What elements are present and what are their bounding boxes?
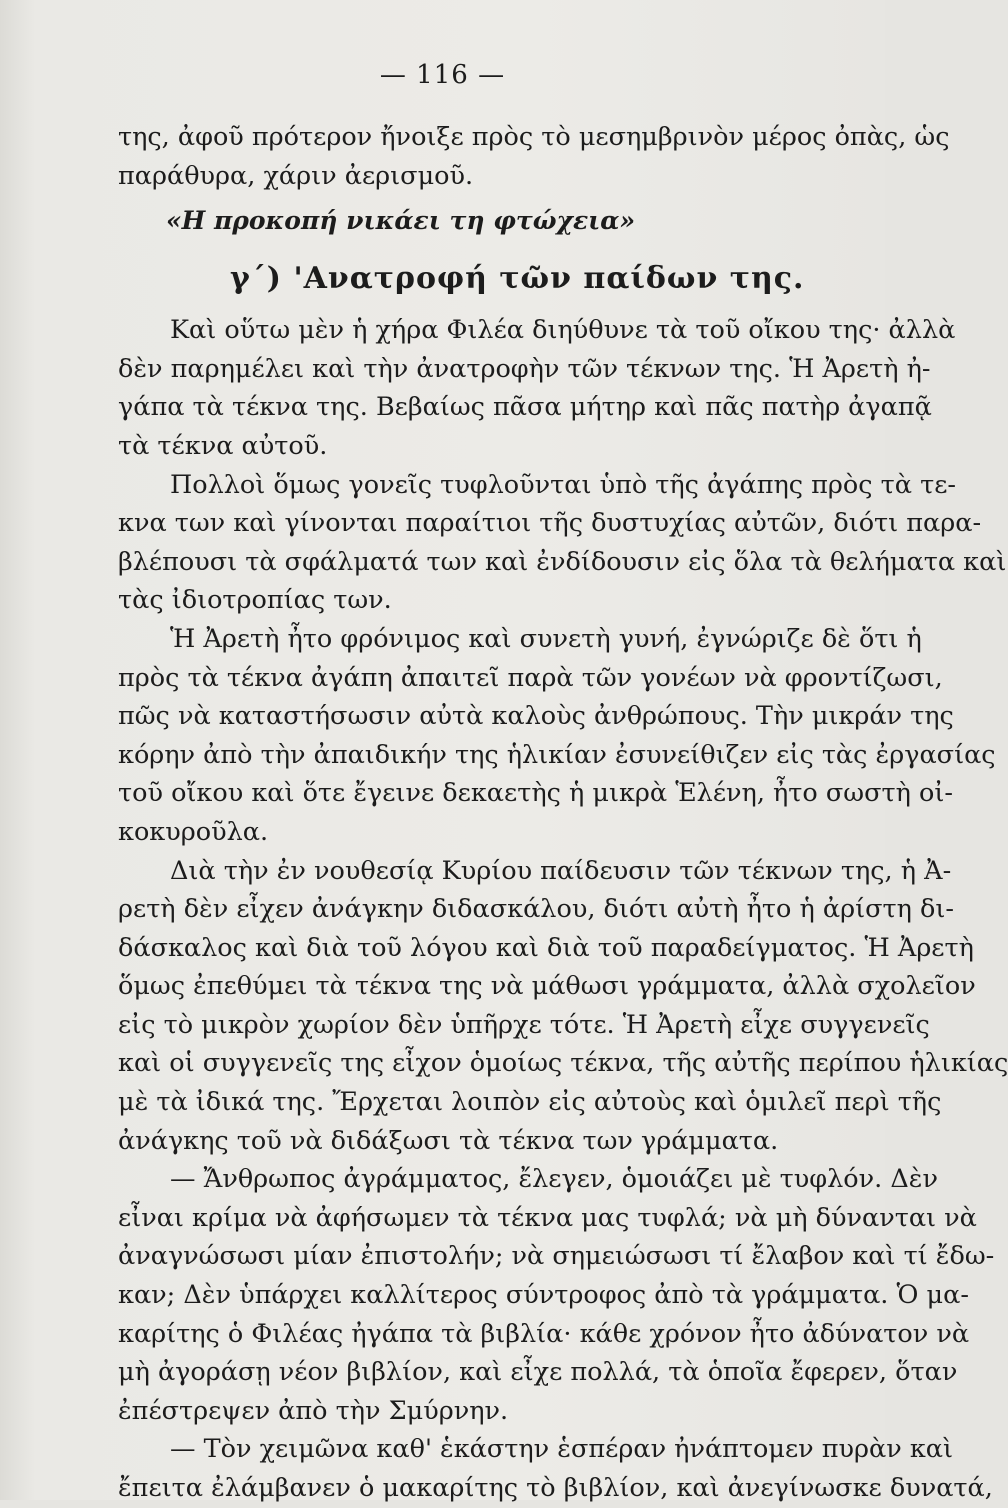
text-line: καρίτης ὁ Φιλέας ἠγάπα τὰ βιβλία· κάθε χρόνον ἦτο ἀδύνατον νὰ: [118, 1318, 970, 1349]
paragraph: [118, 1160, 995, 1430]
text-line: ἔπειτα ἐλάμβανεν ὁ μακαρίτης τὸ βιβλίον, καὶ ἀνεγίνωσκε δυνατά,: [118, 1473, 993, 1503]
text-line: Πολλοὶ ὅμως γονεῖς τυφλοῦνται ὑπὸ τῆς ἀγάπης πρὸς τὰ τε-: [170, 469, 957, 500]
text-line: κοκυροῦλα.: [118, 816, 269, 847]
text-line: — Ἄνθρωπος ἀγράμματος, ἔλεγεν, ὁμοιάζει μὲ τυφλόν. Δὲν: [170, 1164, 938, 1195]
body-text: [118, 118, 1008, 1508]
paragraph: [118, 118, 950, 195]
text-line: κόρην ἀπὸ τὴν ἀπαιδικήν της ἡλικίαν ἐσυνείθιζεν εἰς τὰς ἐργασίας: [118, 739, 996, 770]
paragraph: [118, 852, 1008, 1161]
text-line: δὲν παρημέλει καὶ τὴν ἀνατροφὴν τῶν τέκνων της. Ἡ Ἀρετὴ ἠ-: [118, 353, 931, 384]
text-line: γάπα τὰ τέκνα της. Βεβαίως πᾶσα μήτηρ καὶ πᾶς πατὴρ ἀγαπᾷ: [118, 392, 932, 423]
text-line: — Τὸν χειμῶνα καθ' ἑκάστην ἑσπέραν ἠνάπτομεν πυρὰν καὶ: [170, 1434, 954, 1465]
text-line: μὴ ἀγοράσῃ νέον βιβλίον, καὶ εἶχε πολλά, τὰ ὁποῖα ἔφερεν, ὅταν: [118, 1357, 958, 1388]
text-line: τοῦ οἴκου καὶ ὅτε ἔγεινε δεκαετὴς ἡ μικρὰ Ἑλένη, ἦτο σωστὴ οἰ-: [118, 778, 953, 809]
text-line: βλέπουσι τὰ σφάλματά των καὶ ἐνδίδουσιν εἰς ὅλα τὰ θελήματα καὶ: [118, 546, 1007, 577]
text-line: μὲ τὰ ἰδικά της. Ἔρχεται λοιπὸν εἰς αὐτοὺς καὶ ὁμιλεῖ περὶ τῆς: [118, 1087, 942, 1118]
text-line: Διὰ τὴν ἐν νουθεσίᾳ Κυρίου παίδευσιν τῶν τέκνων της, ἡ Ἀ-: [170, 855, 952, 886]
text-line: ἐπέστρεψεν ἀπὸ τὴν Σμύρνην.: [118, 1395, 509, 1426]
text-line: ἀνάγκης τοῦ νὰ διδάξωσι τὰ τέκνα των γράμματα.: [118, 1125, 779, 1156]
text-line: τὰς ἰδιοτροπίας των.: [118, 585, 392, 616]
text-line: εἶναι κρίμα νὰ ἀφήσωμεν τὰ τέκνα μας τυφλά; νὰ μὴ δύνανται νὰ: [118, 1202, 977, 1233]
paragraph: [118, 1430, 993, 1507]
paragraph: [118, 620, 996, 852]
paragraph: [118, 466, 1007, 620]
text-line: καν; Δὲν ὑπάρχει καλλίτερος σύντροφος ἀπὸ τὰ γράμματα. Ὁ μα-: [118, 1280, 969, 1311]
text-line: Καὶ οὕτω μὲν ἡ χήρα Φιλέα διηύθυνε τὰ τοῦ οἴκου της· ἀλλὰ: [170, 315, 956, 346]
text-line: καὶ οἱ συγγενεῖς της εἶχον ὁμοίως τέκνα, τῆς αὐτῆς περίπου ἡλικίας: [118, 1048, 1008, 1079]
text-line: ὅμως ἐπεθύμει τὰ τέκνα της νὰ μάθωσι γράμματα, ἀλλὰ σχολεῖον: [118, 971, 976, 1002]
text-line: Ἡ Ἀρετὴ ἦτο φρόνιμος καὶ συνετὴ γυνή, ἐγνώριζε δὲ ὅτι ἡ: [170, 623, 922, 654]
section-heading: γ΄) 'Ανατροφή τῶν παίδων της.: [230, 261, 805, 297]
text-line: πῶς νὰ καταστήσωσιν αὐτὰ καλοὺς ἀνθρώπους. Τὴν μικράν της: [118, 701, 954, 732]
text-line: εἰς τὸ μικρὸν χωρίον δὲν ὑπῆρχε τότε. Ἡ Ἀρετὴ εἶχε συγγενεῖς: [118, 1009, 930, 1040]
text-line: κνα των καὶ γίνονται παραίτιοι τῆς δυστυχίας αὐτῶν, διότι παρα-: [118, 508, 982, 539]
text-line: τὰ τέκνα αὐτοῦ.: [118, 430, 328, 461]
text-line: πρὸς τὰ τέκνα ἀγάπη ἀπαιτεῖ παρὰ τῶν γονέων νὰ φροντίζωσι,: [118, 662, 943, 693]
text-line: παράθυρα, χάριν ἀερισμοῦ.: [118, 160, 474, 191]
text-line: της, ἀφοῦ πρότερον ἤνοιξε πρὸς τὸ μεσημβρινὸν μέρος ὀπὰς, ὡς: [118, 122, 950, 152]
text-line: ρετὴ δὲν εἶχεν ἀνάγκην διδασκάλου, διότι αὐτὴ ἦτο ἡ ἀρίστη δι-: [118, 894, 954, 925]
text-line: ἀναγνώσωσι μίαν ἐπιστολήν; νὰ σημειώσωσι τί ἔλαβον καὶ τί ἔδω-: [118, 1241, 995, 1272]
page-number: — 116 —: [379, 60, 506, 90]
section-quote: «Η προκοπή νικάει τη φτώχεια»: [166, 206, 636, 236]
paragraph: [118, 311, 956, 465]
text-line: δάσκαλος καὶ διὰ τοῦ λόγου καὶ διὰ τοῦ παραδείγματος. Ἡ Ἀρετὴ: [118, 932, 974, 963]
